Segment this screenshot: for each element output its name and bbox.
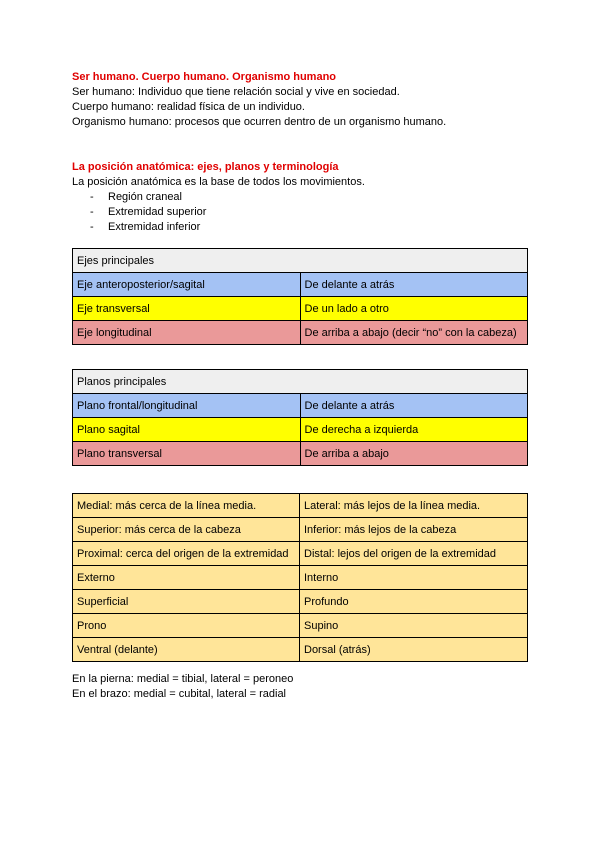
table-cell: Externo bbox=[73, 566, 300, 590]
table-cell: Distal: lejos del origen de la extremidad bbox=[300, 542, 528, 566]
table-row bbox=[73, 418, 528, 442]
planos-table bbox=[72, 369, 528, 466]
note-pierna: En la pierna: medial = tibial, lateral = peroneo bbox=[72, 673, 294, 685]
terminologia-table bbox=[72, 493, 528, 662]
section-heading-ser-humano: Ser humano. Cuerpo humano. Organismo humano bbox=[72, 71, 337, 83]
definition-ser-humano: Ser humano: Individuo que tiene relación social y vive en sociedad. bbox=[72, 86, 400, 98]
table-cell: Dorsal (atrás) bbox=[300, 638, 528, 662]
table-cell: Superficial bbox=[73, 590, 300, 614]
ejes-table bbox=[72, 248, 528, 345]
table-header-row bbox=[73, 249, 528, 273]
table-cell: Inferior: más lejos de la cabeza bbox=[300, 518, 528, 542]
definition-cuerpo-humano: Cuerpo humano: realidad física de un individuo. bbox=[72, 101, 305, 113]
notes bbox=[72, 672, 528, 702]
table-cell: Eje anteroposterior/sagital bbox=[73, 273, 301, 297]
table-cell: De delante a atrás bbox=[300, 273, 528, 297]
table-row bbox=[73, 442, 528, 466]
table-row bbox=[73, 494, 528, 518]
table-cell: Profundo bbox=[300, 590, 528, 614]
table-cell: Eje transversal bbox=[73, 297, 301, 321]
table-header-row bbox=[73, 370, 528, 394]
table-cell: Ventral (delante) bbox=[73, 638, 300, 662]
note-brazo: En el brazo: medial = cubital, lateral = radial bbox=[72, 688, 287, 700]
section-heading-posicion-anatomica: La posición anatómica: ejes, planos y terminología bbox=[72, 161, 339, 173]
table-cell: Lateral: más lejos de la línea media. bbox=[300, 494, 528, 518]
table-cell: De un lado a otro bbox=[300, 297, 528, 321]
ejes-table-header: Ejes principales bbox=[73, 249, 528, 273]
table-row bbox=[73, 321, 528, 345]
definition-organismo-humano: Organismo humano: procesos que ocurren dentro de un organismo humano. bbox=[72, 116, 447, 128]
table-row bbox=[73, 297, 528, 321]
table-row bbox=[73, 273, 528, 297]
regions-list bbox=[72, 190, 528, 235]
table-cell: Proximal: cerca del origen de la extremidad bbox=[73, 542, 300, 566]
table-cell: Plano sagital bbox=[73, 418, 301, 442]
intro-posicion-anatomica: La posición anatómica es la base de todos los movimientos. bbox=[72, 176, 365, 188]
table-row bbox=[73, 566, 528, 590]
table-cell: Plano frontal/longitudinal bbox=[73, 394, 301, 418]
document-page bbox=[72, 70, 528, 702]
list-item: - Región craneal bbox=[90, 191, 182, 203]
table-row bbox=[73, 518, 528, 542]
table-cell: Supino bbox=[300, 614, 528, 638]
table-cell: Superior: más cerca de la cabeza bbox=[73, 518, 300, 542]
table-row bbox=[73, 590, 528, 614]
table-cell: Interno bbox=[300, 566, 528, 590]
table-cell: Eje longitudinal bbox=[73, 321, 301, 345]
table-cell: De derecha a izquierda bbox=[300, 418, 528, 442]
table-row bbox=[73, 638, 528, 662]
list-item: - Extremidad inferior bbox=[90, 221, 201, 233]
table-row bbox=[73, 614, 528, 638]
table-cell: De arriba a abajo bbox=[300, 442, 528, 466]
table-cell: De delante a atrás bbox=[300, 394, 528, 418]
table-cell: De arriba a abajo (decir “no” con la cabeza) bbox=[300, 321, 528, 345]
list-item: - Extremidad superior bbox=[90, 206, 207, 218]
table-cell: Prono bbox=[73, 614, 300, 638]
planos-table-header: Planos principales bbox=[73, 370, 528, 394]
table-cell: Plano transversal bbox=[73, 442, 301, 466]
table-cell: Medial: más cerca de la línea media. bbox=[73, 494, 300, 518]
table-row bbox=[73, 394, 528, 418]
table-row bbox=[73, 542, 528, 566]
